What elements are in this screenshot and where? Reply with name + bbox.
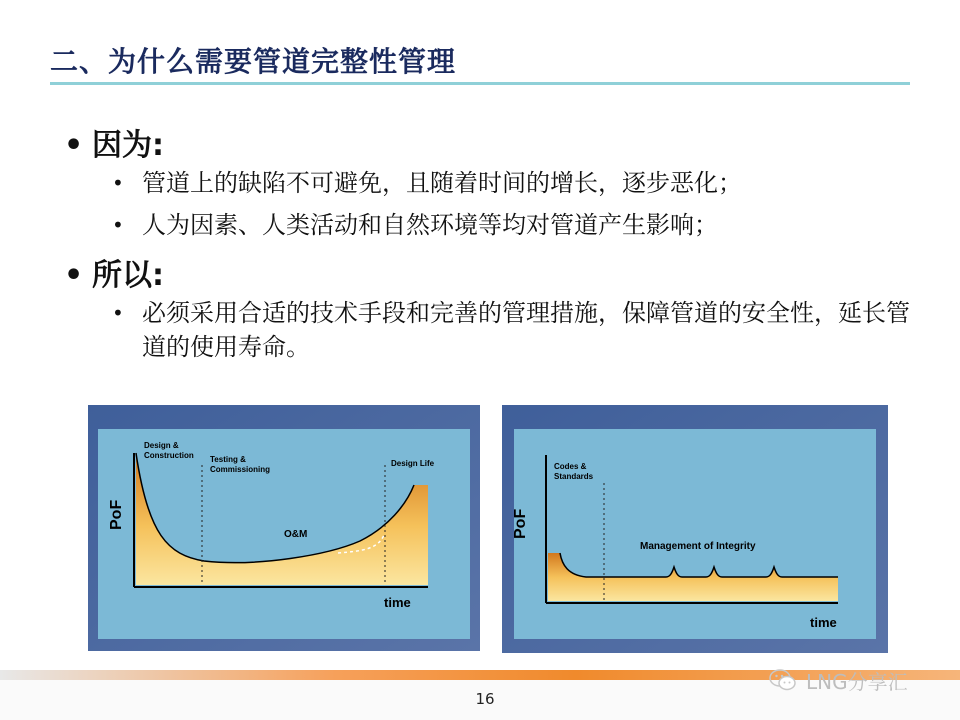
figure-integrity-curve	[502, 405, 888, 653]
watermark	[768, 665, 908, 695]
phase-label: Design &	[144, 441, 179, 450]
region-label: Management of Integrity	[640, 541, 756, 552]
bullet-label: 因为:	[92, 128, 164, 163]
bullet-because: • 因为:	[64, 128, 164, 163]
phase-label: Construction	[144, 451, 194, 460]
y-axis-label: PoF	[108, 499, 125, 530]
y-axis-label: PoF	[512, 508, 529, 539]
phase-label: Codes &	[554, 462, 587, 471]
sub-bullet-text: 人为因素、人类活动和自然环境等均对管道产生影响；	[142, 211, 718, 239]
watermark-text: LNG分享汇	[806, 669, 908, 694]
phase-label: Design Life	[391, 459, 435, 468]
phase-label: Commissioning	[210, 465, 271, 474]
sub-bullet-text: 管道上的缺陷不可避免，且随着时间的增长，逐步恶化；	[142, 169, 742, 197]
sub-bullet: • 管道上的缺陷不可避免，且随着时间的增长，逐步恶化；	[112, 166, 917, 200]
page-title: 二、为什么需要管道完整性管理	[50, 45, 457, 78]
sub-bullet: • 必须采用合适的技术手段和完善的管理措施，保障管道的安全性，延长管道的使用寿命。	[112, 296, 917, 364]
sub-bullet: • 人为因素、人类活动和自然环境等均对管道产生影响；	[112, 208, 917, 242]
x-axis-label: time	[810, 615, 837, 630]
wechat-icon	[768, 668, 798, 692]
phase-label: Standards	[554, 472, 594, 481]
sub-bullet-text: 必须采用合适的技术手段和完善的管理措施，保障管道的安全性，延长管道的使用寿命。	[142, 299, 910, 361]
x-axis-label: time	[384, 595, 411, 610]
chart-panel	[514, 429, 876, 639]
page-number: 16	[475, 690, 495, 708]
bullet-therefore: • 所以:	[64, 258, 164, 293]
figure-bathtub-curve	[88, 405, 480, 651]
region-label: O&M	[284, 529, 308, 540]
title-divider	[50, 82, 910, 85]
bullet-label: 所以:	[92, 258, 164, 293]
phase-label: Testing &	[210, 455, 246, 464]
